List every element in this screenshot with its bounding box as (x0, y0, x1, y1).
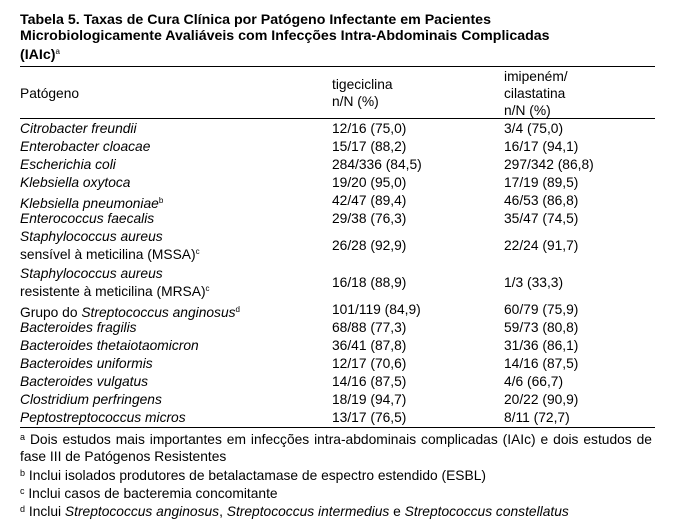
tigeciclina-value: 15/17 (88,2) (332, 139, 407, 154)
table-top-rule (20, 66, 655, 67)
pathogen-name: Staphylococcus aureus resistente à meticilina (MRSA)$^c$ (20, 266, 210, 299)
tigeciclina-value: 12/16 (75,0) (332, 121, 407, 136)
footnote-d-species: Streptococcus anginosus (64, 504, 220, 519)
title-footnote-mark: a (55, 47, 60, 56)
pathogen-name: Enterococcus faecalis (20, 211, 155, 226)
pathogen-name: Bacteroides uniformis (20, 356, 153, 371)
imipenem-value: 17/19 (89,5) (504, 175, 579, 190)
footnote-mark: c (205, 284, 210, 293)
pathogen-name: Peptostreptococcus micros (20, 410, 186, 425)
footnote-c (20, 483, 652, 502)
tigeciclina-value: 29/38 (76,3) (332, 211, 407, 226)
tigeciclina-value: 12/17 (70,6) (332, 356, 407, 371)
imipenem-value: 4/6 (66,7) (504, 374, 564, 389)
footnote-mark: c (195, 247, 200, 256)
footnote-mark: b (158, 196, 164, 205)
imipenem-value: 297/342 (86,8) (504, 157, 594, 172)
pathogen-name: Staphylococcus aureus sensível à meticilina (MSSA)$^c$ (20, 229, 200, 262)
footnote-d-mark: d (20, 504, 26, 514)
footnote-c-mark: c (20, 486, 25, 496)
imipenem-value: 31/36 (86,1) (504, 338, 579, 353)
pathogen-name: Bacteroides vulgatus (20, 374, 149, 389)
imipenem-value: 22/24 (91,7) (504, 238, 579, 253)
title-line-1: Tabela 5. Taxas de Cura Clínica por Patógeno Infectante em Pacientes (20, 12, 491, 28)
footnote-d-species: Streptococcus constellatus (404, 504, 569, 519)
footnote-d: $^d$ Inclui Streptococcus anginosus, Streptococcus intermedius e Streptococcus constellatus (20, 504, 569, 519)
tigeciclina-value: 16/18 (88,9) (332, 275, 407, 290)
pathogen-name: Grupo do Streptococcus anginosus$^d$ (20, 305, 240, 320)
tigeciclina-value: 18/19 (94,7) (332, 392, 407, 407)
footnote-a-mark: a (20, 432, 26, 442)
tigeciclina-value: 19/20 (95,0) (332, 175, 407, 190)
tigeciclina-value: 101/119 (84,9) (332, 302, 421, 317)
header-pathogen: Patógeno (20, 86, 80, 101)
tigeciclina-value: 14/16 (87,5) (332, 374, 407, 389)
pathogen-name: Enterobacter cloacae (20, 139, 151, 154)
tigeciclina-value: 26/28 (92,9) (332, 238, 407, 253)
header-imipenem-unit: n/N (%) (504, 103, 551, 118)
imipenem-value: 16/17 (94,1) (504, 139, 579, 154)
footnote-d-species: Streptococcus intermedius (226, 504, 390, 519)
title-line-2: Microbiologicamente Avaliáveis com Infecções Intra-Abdominais Complicadas (20, 28, 550, 44)
footnote-mark: d (235, 305, 240, 314)
imipenem-value: 35/47 (74,5) (504, 211, 579, 226)
pathogen-name: Klebsiella pneumoniae$^b$ (20, 196, 164, 211)
pathogen-name: Clostridium perfringens (20, 392, 162, 407)
footnote-a-text: Dois estudos mais importantes em infecções intra-abdominais complicadas (IAIc) e dois estudos de fase III de Patógenos Resistentes (20, 432, 652, 464)
footnote-b-mark: b (20, 468, 26, 478)
imipenem-value: 1/3 (33,3) (504, 275, 564, 290)
imipenem-value: 60/79 (75,9) (504, 302, 579, 317)
footnote-b-text: Inclui isolados produtores de betalactamase de espectro estendido (ESBL) (28, 468, 486, 483)
footnote-c-text: Inclui casos de bacteremia concomitante (28, 486, 278, 501)
tigeciclina-value: 42/47 (89,4) (332, 193, 407, 208)
imipenem-value: 20/22 (90,9) (504, 392, 579, 407)
tigeciclina-value: 13/17 (76,5) (332, 410, 407, 425)
header-tigeciclina: tigeciclina (332, 77, 393, 92)
tigeciclina-value: 284/336 (84,5) (332, 157, 422, 172)
table-bottom-rule (20, 427, 655, 428)
imipenem-value: 14/16 (87,5) (504, 356, 579, 371)
pathogen-name: Escherichia coli (20, 157, 116, 172)
tigeciclina-value: 36/41 (87,8) (332, 338, 407, 353)
pathogen-name: Bacteroides thetaiotaomicron (20, 338, 199, 353)
pathogen-name: Bacteroides fragilis (20, 320, 137, 335)
table-title (20, 12, 652, 63)
header-imipenem-cont: cilastatina (504, 86, 566, 101)
imipenem-value: 46/53 (86,8) (504, 193, 579, 208)
imipenem-value: 8/11 (72,7) (504, 410, 570, 425)
imipenem-value: 59/73 (80,8) (504, 320, 579, 335)
header-tigeciclina-unit: n/N (%) (332, 94, 379, 109)
footnote-b (20, 465, 652, 484)
footnote-a (20, 429, 652, 465)
pathogen-name: Citrobacter freundii (20, 121, 137, 136)
imipenem-value: 3/4 (75,0) (504, 121, 564, 136)
title-line-3: (IAIc)$^a$ (20, 47, 60, 63)
header-rule (20, 118, 655, 119)
tigeciclina-value: 68/88 (77,3) (332, 320, 407, 335)
header-imipenem: imipeném/ (504, 69, 568, 84)
pathogen-name: Klebsiella oxytoca (20, 175, 131, 190)
